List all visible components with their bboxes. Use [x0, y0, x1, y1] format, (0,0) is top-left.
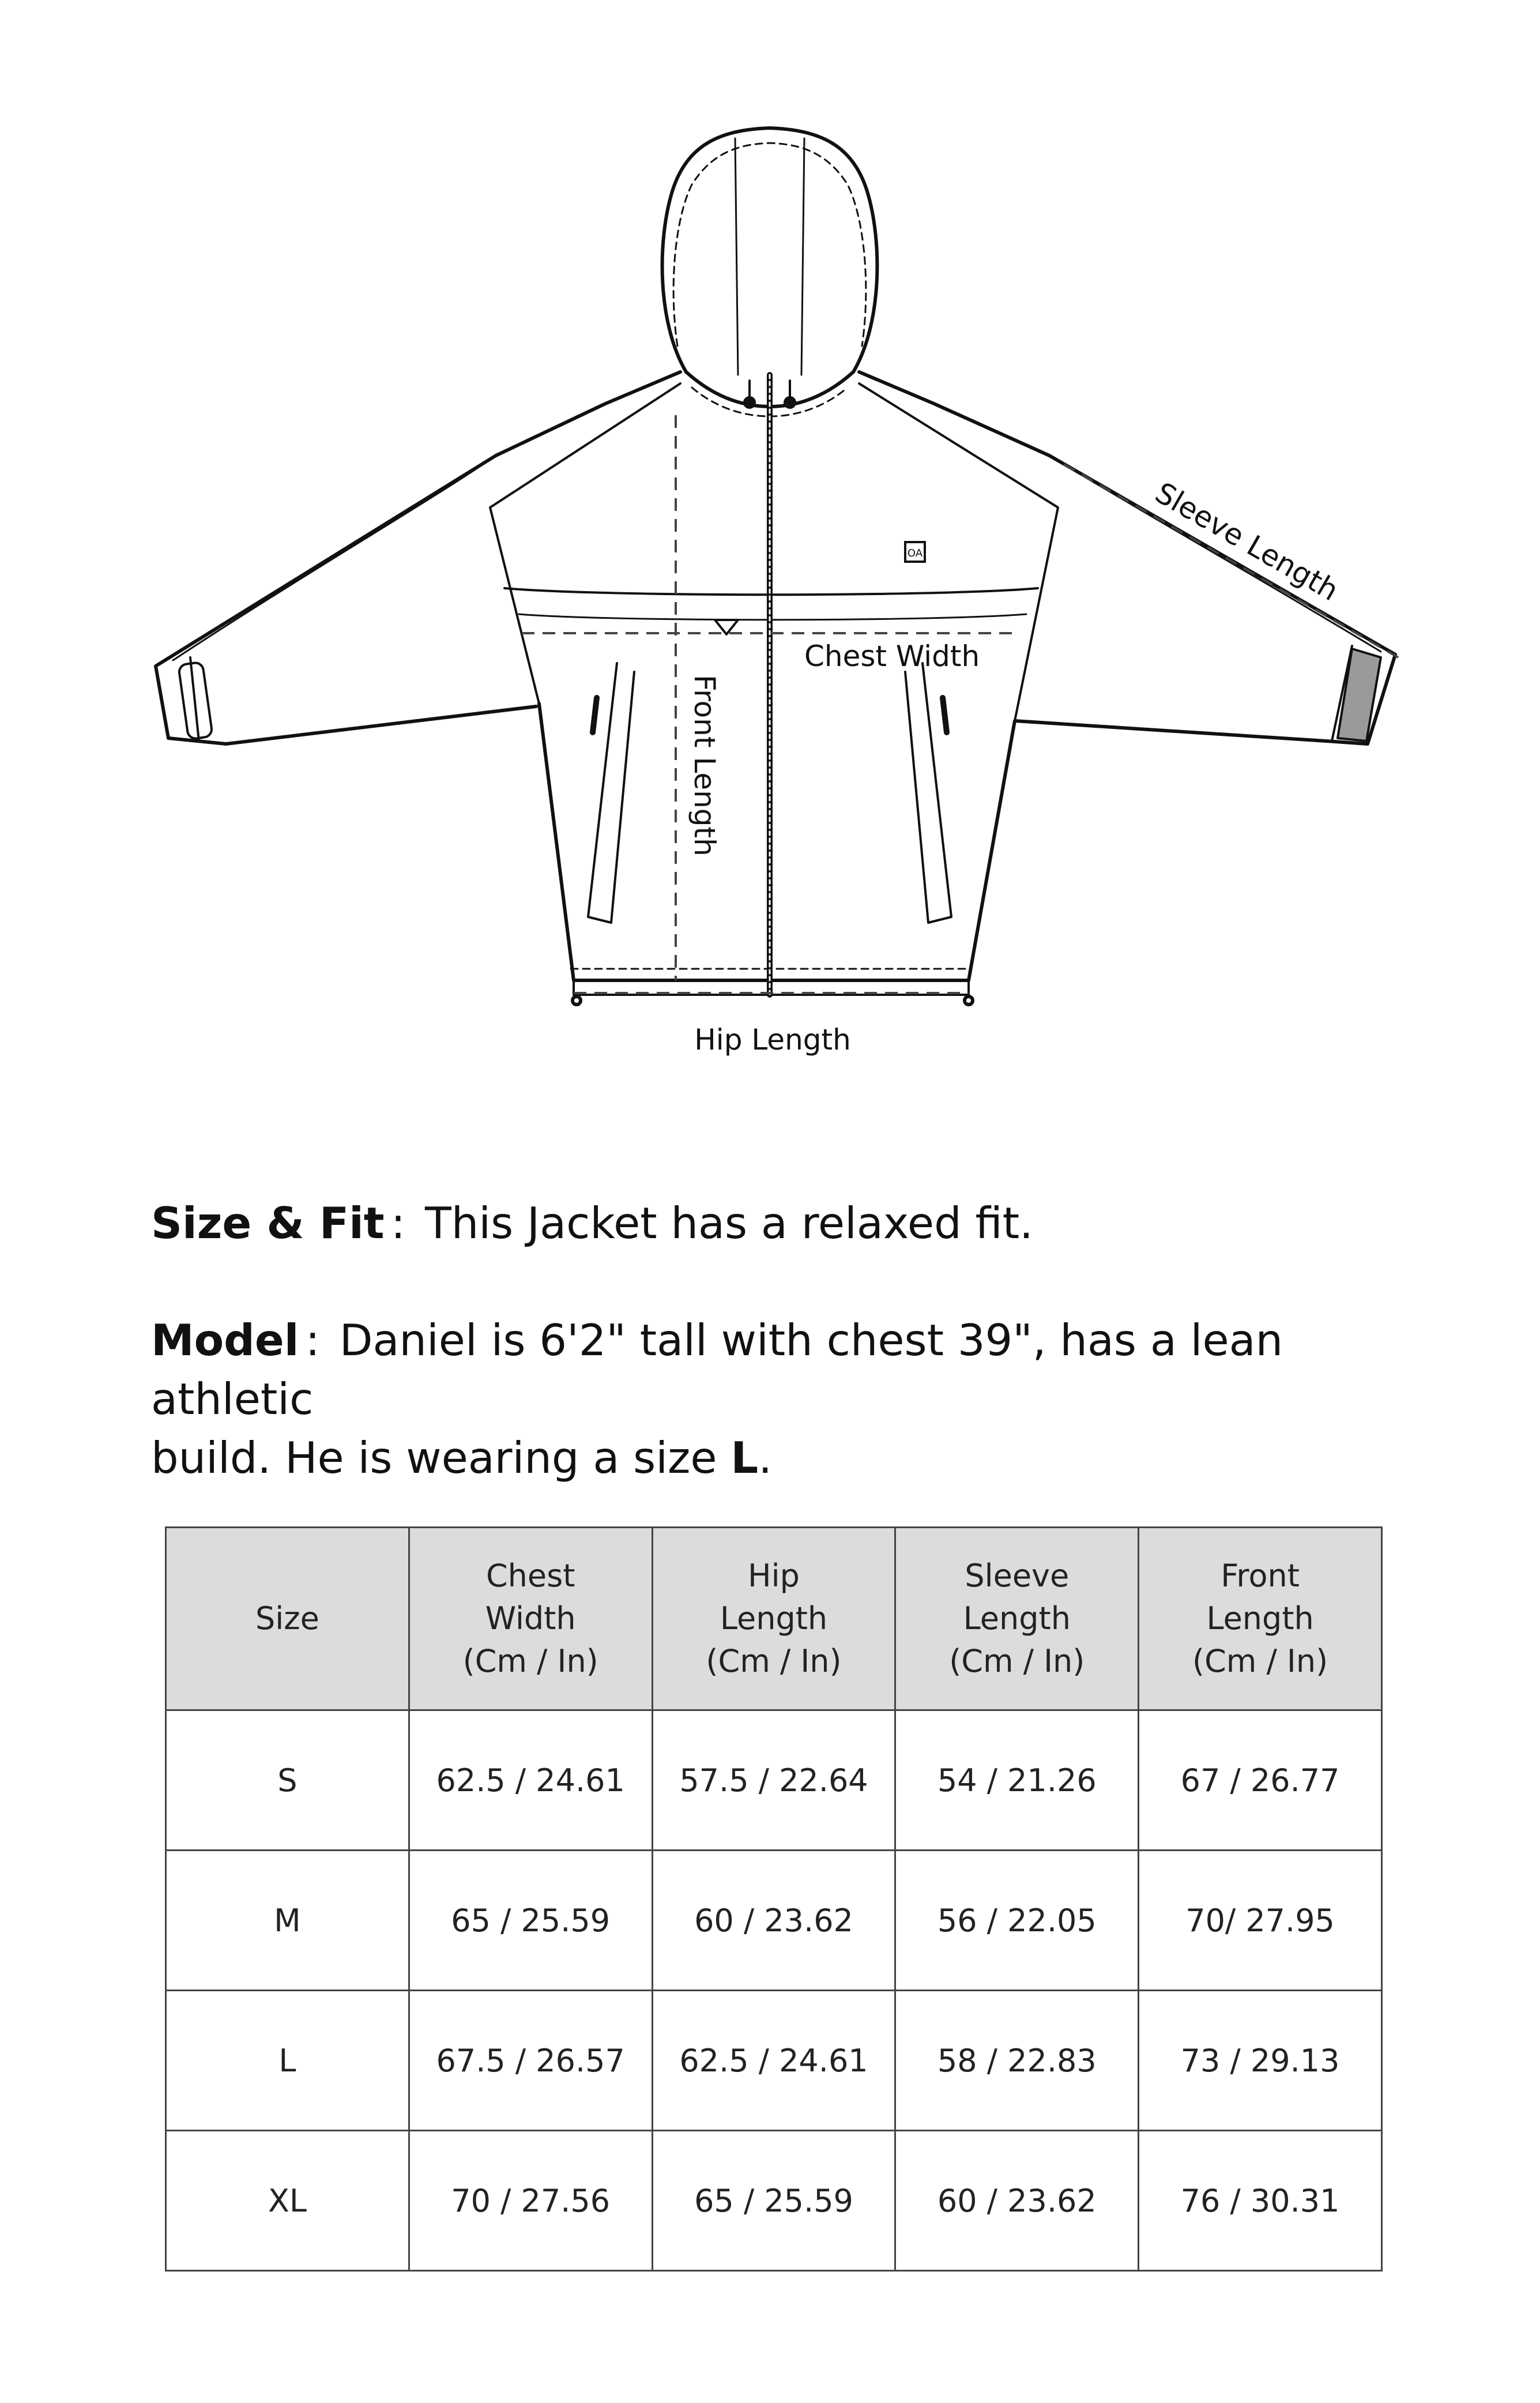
- table-row: [166, 2131, 1382, 2271]
- cell-size: L: [166, 1991, 409, 2131]
- model-separator: :: [305, 1315, 320, 1366]
- table-row: [166, 1851, 1382, 1991]
- cell-sleeve-length: 60 / 23.62: [895, 2131, 1139, 2271]
- cell-front-length: 73 / 29.13: [1139, 1991, 1382, 2131]
- model-text-line2: build. He is wearing a size: [151, 1432, 731, 1483]
- header-hip-length: Hip Length (Cm / In): [652, 1528, 895, 1710]
- cell-front-length: 67 / 26.77: [1139, 1710, 1382, 1851]
- jacket-diagram: [0, 0, 1540, 1096]
- svg-text:OA: OA: [907, 547, 923, 559]
- chest-logo-icon: [905, 542, 925, 562]
- cell-sleeve-length: 54 / 21.26: [895, 1710, 1139, 1851]
- model-text-end: .: [758, 1432, 773, 1483]
- cell-chest-width: 65 / 25.59: [409, 1851, 652, 1991]
- model-paragraph: [151, 1311, 1419, 1487]
- jacket-illustration: [156, 128, 1395, 1005]
- cell-front-length: 76 / 30.31: [1139, 2131, 1382, 2271]
- size-fit-text: This Jacket has a relaxed fit.: [424, 1198, 1034, 1248]
- cell-hip-length: 60 / 23.62: [652, 1851, 895, 1991]
- chest-width-label: Chest Width: [804, 640, 980, 673]
- table-row: [166, 1991, 1382, 2131]
- header-sleeve-length: Sleeve Length (Cm / In): [895, 1528, 1139, 1710]
- sleeve-length-label: Sleeve Length: [1150, 476, 1345, 608]
- size-fit-label: Size & Fit: [151, 1198, 385, 1248]
- cell-hip-length: 57.5 / 22.64: [652, 1710, 895, 1851]
- size-chart-header-row: [166, 1528, 1382, 1710]
- table-row: [166, 1710, 1382, 1851]
- cell-size: XL: [166, 2131, 409, 2271]
- header-chest-width: Chest Width (Cm / In): [409, 1528, 652, 1710]
- size-fit-separator: :: [390, 1198, 406, 1248]
- size-fit-line: [151, 1194, 1419, 1253]
- model-size: L: [731, 1432, 759, 1483]
- cell-chest-width: 70 / 27.56: [409, 2131, 652, 2271]
- model-label: Model: [151, 1315, 299, 1366]
- cell-chest-width: 62.5 / 24.61: [409, 1710, 652, 1851]
- size-chart-table: [165, 1526, 1383, 2272]
- front-length-label: Front Length: [688, 675, 721, 856]
- header-front-length: Front Length (Cm / In): [1139, 1528, 1382, 1710]
- hip-length-label: Hip Length: [694, 1023, 851, 1056]
- cell-hip-length: 62.5 / 24.61: [652, 1991, 895, 2131]
- cell-size: S: [166, 1710, 409, 1851]
- model-text-line1: Daniel is 6'2" tall with chest 39", has a lean athletic: [151, 1315, 1283, 1424]
- cell-sleeve-length: 58 / 22.83: [895, 1991, 1139, 2131]
- cell-hip-length: 65 / 25.59: [652, 2131, 895, 2271]
- cell-front-length: 70/ 27.95: [1139, 1851, 1382, 1991]
- cell-size: M: [166, 1851, 409, 1991]
- header-size: Size: [166, 1528, 409, 1710]
- cell-sleeve-length: 56 / 22.05: [895, 1851, 1139, 1991]
- cell-chest-width: 67.5 / 26.57: [409, 1991, 652, 2131]
